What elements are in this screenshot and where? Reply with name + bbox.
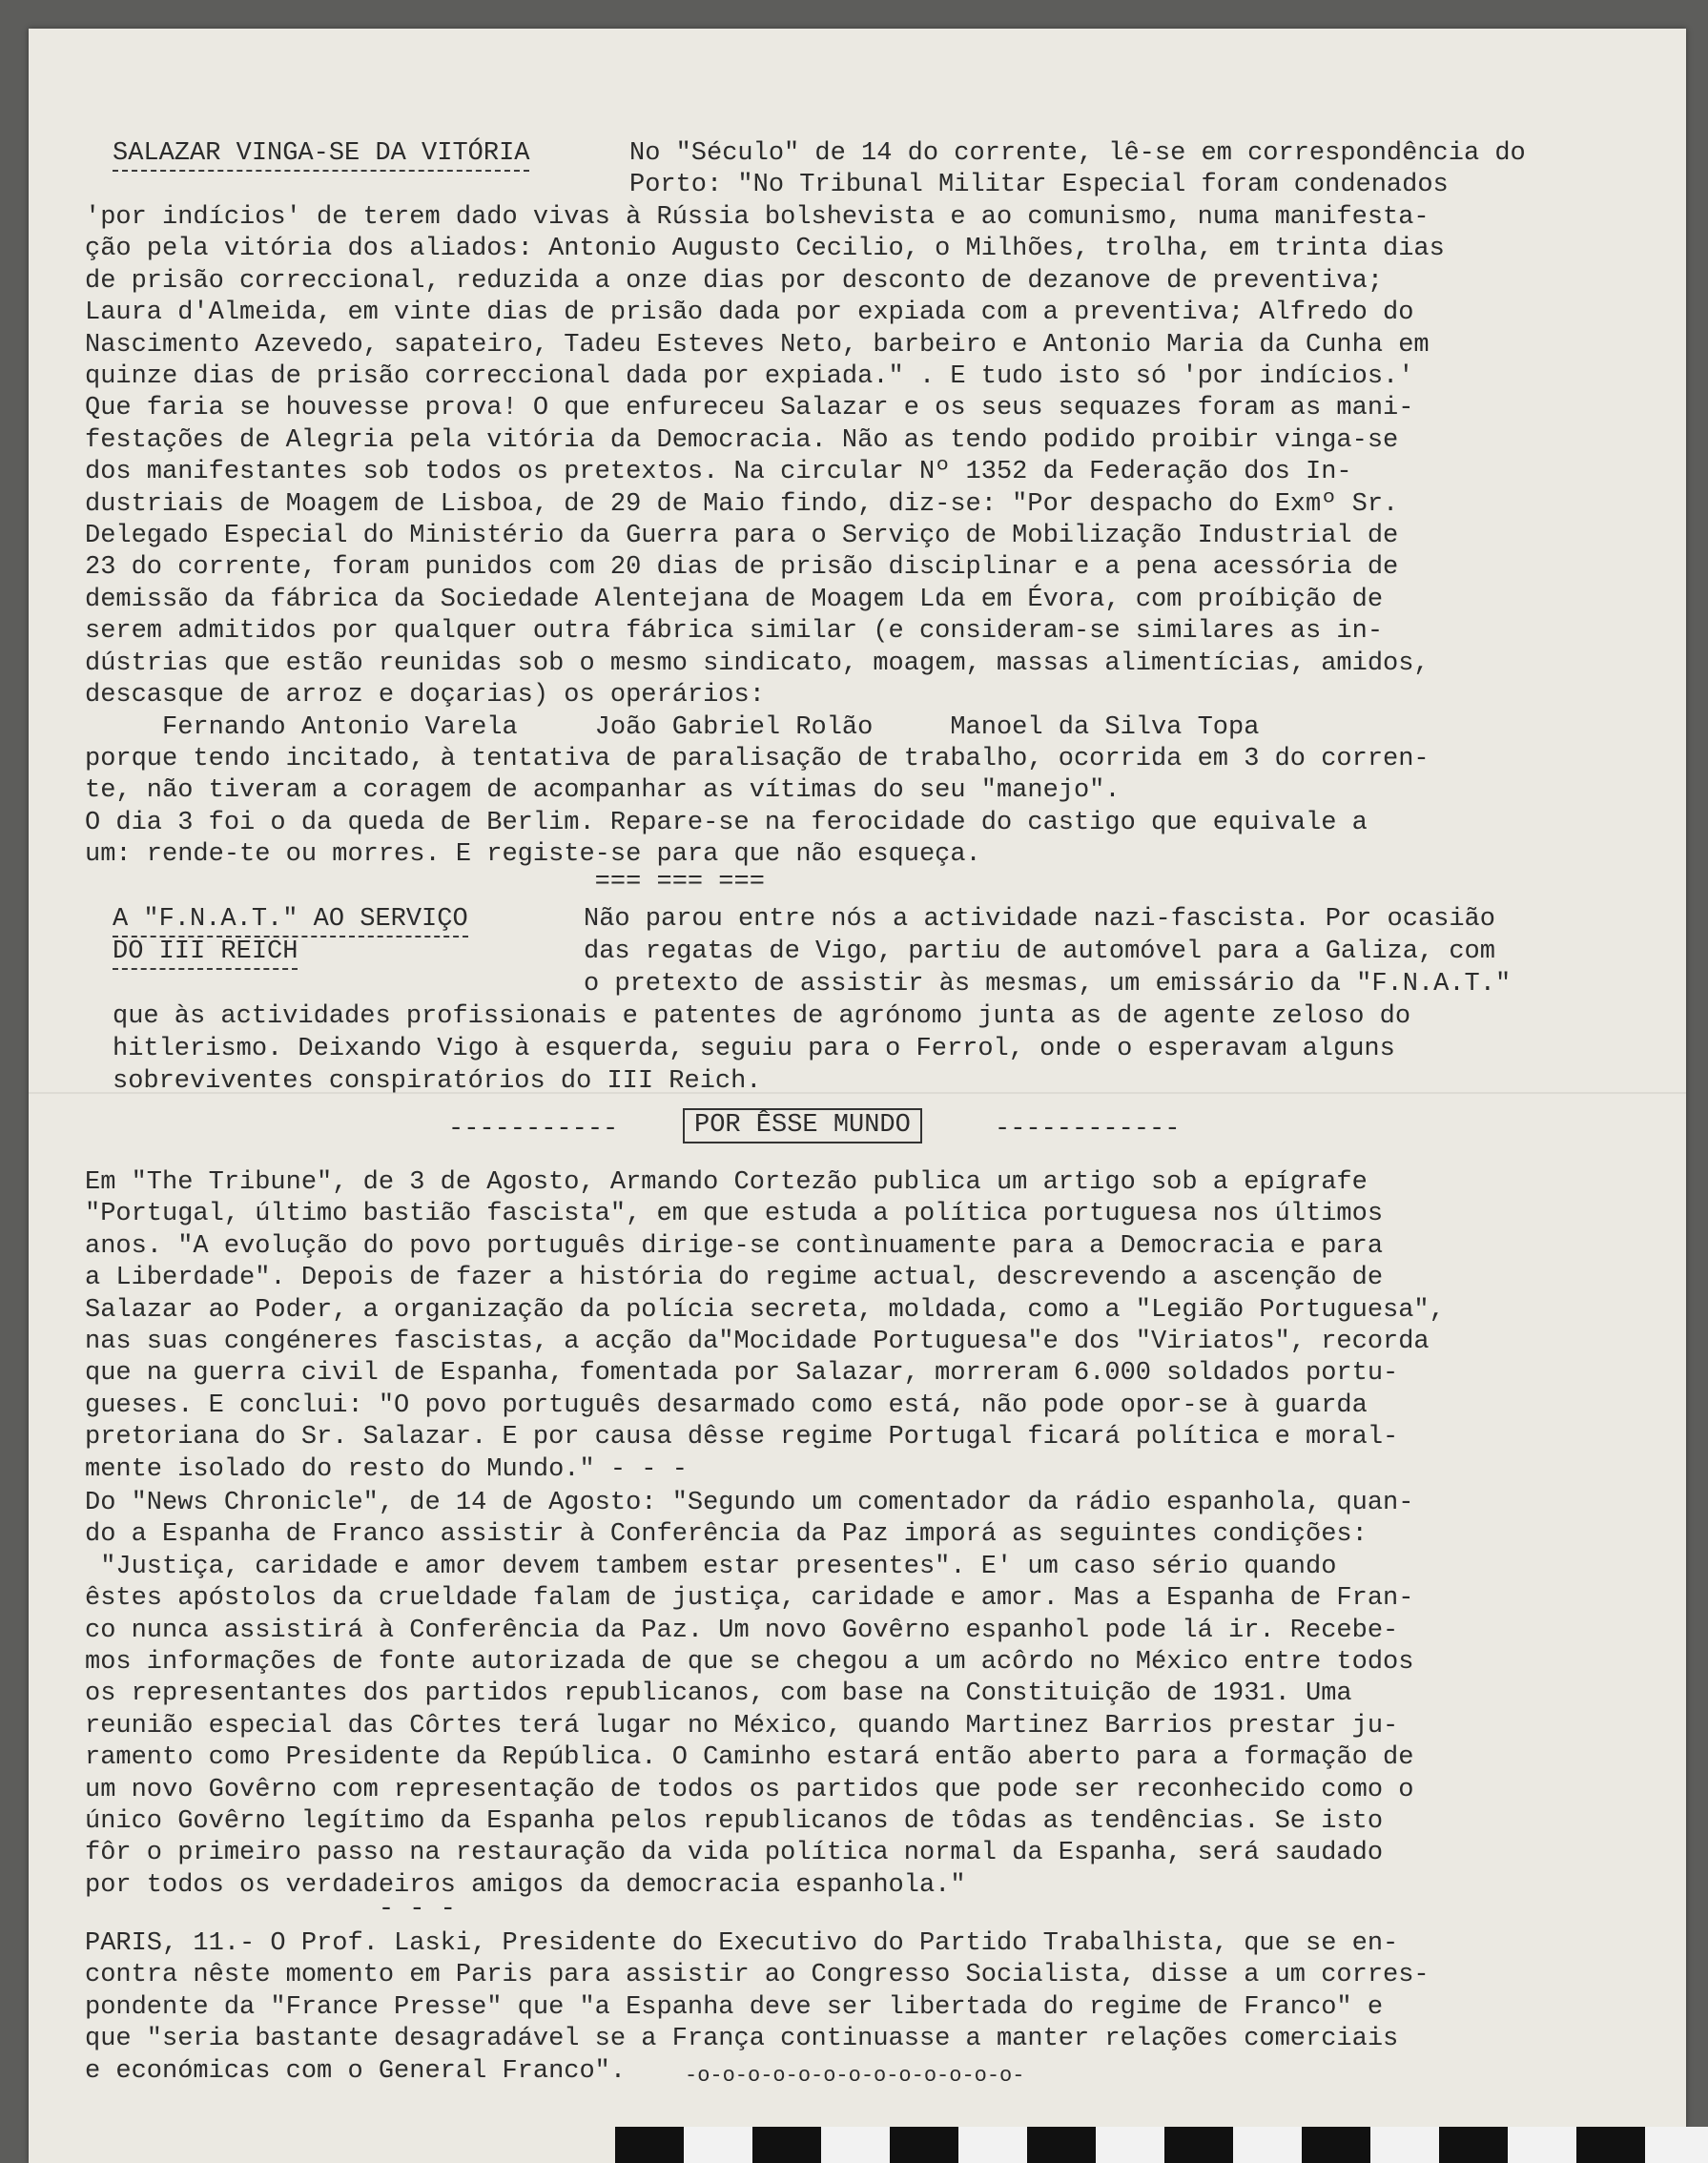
article1-line: Laura d'Almeida, em vinte dias de prisão dada por expiada com a preventiva; Alfredo do: [85, 299, 1414, 328]
article1-line: festações de Alegria pela vitória da Democracia. Não as tendo podido proibir vinga-se: [85, 425, 1399, 455]
article4-line: único Govêrno legítimo da Espanha pelos republicanos de tôdas as tendências. Se isto: [85, 1807, 1384, 1837]
article4-line: fôr o primeiro passo na restauração da vida política normal da Espanha, será saudado: [85, 1839, 1384, 1868]
article1-line: Fernando Antonio Varela João Gabriel Rolão Manoel da Silva Topa: [85, 712, 1260, 742]
article1-line: 'por indícios' de terem dado vivas à Rússia bolshevista e ao comunismo, numa manifesta-: [85, 203, 1430, 232]
article3-line: mente isolado do resto do Mundo." - - -: [85, 1454, 688, 1484]
article4-body: [85, 1488, 1611, 1925]
article1-line: um: rende-te ou morres. E registe-se para que não esqueça.: [85, 840, 981, 870]
article4-line: ramento como Presidente da República. O Caminho estará então aberto para a formação de: [85, 1743, 1414, 1773]
article1-line: Porto: "No Tribunal Militar Especial foram condenados: [629, 171, 1449, 199]
section-dashes-right: ------------: [995, 1115, 1181, 1143]
article2-line: sobreviventes conspiratórios do III Reich.: [113, 1067, 762, 1096]
article1-line: dos manifestantes sob todos os pretextos. Na circular Nº 1352 da Federação dos In-: [85, 458, 1352, 487]
article5-line: contra nêste momento em Paris para assistir ao Congresso Socialista, disse a um corres-: [85, 1961, 1430, 1990]
article4-line: "Justiça, caridade e amor devem tambem estar presentes". E' um caso sério quando: [85, 1552, 1337, 1581]
article4-line: mos informações de fonte autorizada de que se chegou a um acôrdo no México entre todos: [85, 1648, 1414, 1678]
article1-line: porque tendo incitado, à tentativa de paralisação de trabalho, ocorrida em 3 do corren-: [85, 744, 1430, 773]
article5-line: e económicas com o General Franco".: [85, 2056, 627, 2086]
article3-line: que na guerra civil de Espanha, fomentada por Salazar, morreram 6.000 soldados portu-: [85, 1359, 1399, 1389]
section-dashes-left: -----------: [448, 1115, 619, 1143]
article4-line: por todos os verdadeiros amigos da democracia espanhola.": [85, 1870, 966, 1900]
article2-line: Não parou entre nós a actividade nazi-fascista. Por ocasião: [584, 905, 1495, 934]
heading-salazar: SALAZAR VINGA-SE DA VITÓRIA: [113, 138, 529, 172]
article3-line: pretoriana do Sr. Salazar. E por causa dêsse regime Portugal ficará política e moral-: [85, 1423, 1399, 1452]
article1-line: demissão da fábrica da Sociedade Alentejana de Moagem Lda em Évora, com proíbição de: [85, 585, 1384, 614]
article1-line: 23 do corrente, foram punidos com 20 dias de prisão disciplinar e a pena acessória de: [85, 553, 1399, 583]
article3-line: nas suas congéneres fascistas, a acção da"Mocidade Portuguesa"e dos "Viriatos", recorda: [85, 1328, 1430, 1357]
article2-line: das regatas de Vigo, partiu de automóvel para a Galiza, com: [584, 937, 1495, 966]
article4-line: co nunca assistirá à Conferência da Paz. Um novo Govêrno espanhol pode lá ir. Recebe-: [85, 1616, 1399, 1645]
article2-line: hitlerismo. Deixando Vigo à esquerda, seguiu para o Ferrol, onde o esperavam alguns: [113, 1035, 1395, 1063]
article3-body: [85, 1167, 1611, 1486]
article1-line: ção pela vitória dos aliados: Antonio Augusto Cecilio, o Milhões, trolha, em trinta dias: [85, 235, 1445, 264]
heading-fnat-line2: DO III REICH: [113, 937, 298, 970]
article4-line: êstes apóstolos da crueldade falam de justiça, caridade e amor. Mas a Espanha de Fran-: [85, 1584, 1414, 1614]
article1-line: descasque de arroz e doçarias) os operários:: [85, 681, 765, 711]
article3-line: a Liberdade". Depois de fazer a história do regime actual, descrevendo a ascenção de: [85, 1264, 1384, 1293]
article5-line: pondente da "France Presse" que "a Espanha deve ser libertada do regime de Franco" e: [85, 1992, 1384, 2022]
article1-line: O dia 3 foi o da queda de Berlim. Repare-se na ferocidade do castigo que equivale a: [85, 808, 1368, 837]
separator: - - -: [85, 1895, 456, 1925]
article1-line: te, não tiveram a coragem de acompanhar as vítimas do seu "manejo".: [85, 776, 1121, 806]
article1-line: quinze dias de prisão correccional dada por expiada." . E tudo isto só 'por indícios.': [85, 362, 1414, 392]
article1-line: Delegado Especial do Ministério da Guerra para o Serviço de Mobilização Industrial de: [85, 522, 1399, 551]
article1-line: de prisão correccional, reduzida a onze dias por desconto de dezanove de preventiva;: [85, 266, 1384, 296]
separator: === === ===: [85, 867, 765, 896]
article5-line: que "seria bastante desagradável se a França continuasse a manter relações comerciais: [85, 2025, 1399, 2054]
article1-body: [85, 202, 1611, 896]
article4-line: um novo Govêrno com representação de todos os partidos que pode ser reconhecido como o: [85, 1775, 1414, 1804]
article3-line: "Portugal, último bastião fascista", em que estuda a política portuguesa nos últimos: [85, 1200, 1384, 1229]
article3-line: Em "The Tribune", de 3 de Agosto, Armando Cortezão publica um artigo sob a epígrafe: [85, 1168, 1368, 1197]
article4-line: os representantes dos partidos republicanos, com base na Constituição de 1931. Uma: [85, 1679, 1352, 1709]
end-mark: -o-o-o-o-o-o-o-o-o-o-o-o-o-: [685, 2064, 1025, 2088]
article5-line: PARIS, 11.- O Prof. Laski, Presidente do Executivo do Partido Trabalhista, que se en-: [85, 1929, 1399, 1958]
article4-line: Do "News Chronicle", de 14 de Agosto: "Segundo um comentador da rádio espanhola, quan-: [85, 1489, 1414, 1517]
article2-line: o pretexto de assistir às mesmas, um emissário da "F.N.A.T.": [584, 970, 1512, 999]
article4-line: do a Espanha de Franco assistir à Conferência da Paz imporá as seguintes condições:: [85, 1520, 1368, 1550]
article2-line: que às actividades profissionais e patentes de agrónomo junta as de agente zeloso do: [113, 1002, 1411, 1031]
heading-fnat-line1: A "F.N.A.T." AO SERVIÇO: [113, 904, 468, 937]
article1-line: Que faria se houvesse prova! O que enfureceu Salazar e os seus sequazes foram as mani-: [85, 394, 1414, 423]
article1-line: Nascimento Azevedo, sapateiro, Tadeu Esteves Neto, barbeiro e Antonio Maria da Cunha em: [85, 330, 1430, 360]
article4-line: reunião especial das Côrtes terá lugar no México, quando Martinez Barrios prestar ju-: [85, 1711, 1399, 1741]
article3-line: gueses. E conclui: "O povo português desarmado como está, não pode opor-se à guarda: [85, 1390, 1368, 1420]
article1-line: serem admitidos por qualquer outra fábrica similar (e consideram-se similares as in-: [85, 617, 1384, 647]
article3-line: anos. "A evolução do povo português dirige-se contìnuamente para a Democracia e para: [85, 1231, 1384, 1261]
article1-line: dústrias que estão reunidas sob o mesmo sindicato, moagem, massas alimentícias, amidos,: [85, 649, 1430, 678]
article1-line: No "Século" de 14 do corrente, lê-se em correspondência do: [629, 139, 1526, 168]
color-scale-ruler: [615, 2127, 1708, 2163]
article1-line: dustriais de Moagem de Lisboa, de 29 de Maio findo, diz-se: "Por despacho do Exmº Sr.: [85, 489, 1399, 519]
article3-line: Salazar ao Poder, a organização da polícia secreta, moldada, como a "Legião Portuguesa",: [85, 1295, 1445, 1325]
section-title: POR ÊSSE MUNDO: [683, 1108, 922, 1143]
